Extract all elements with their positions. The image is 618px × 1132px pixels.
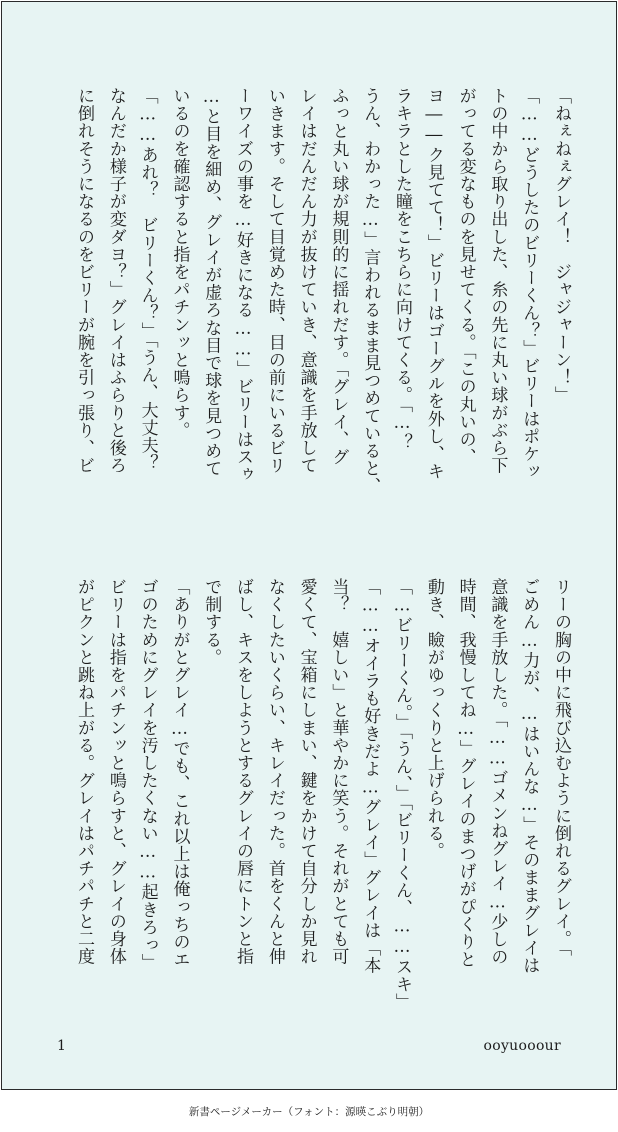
text-column: ごめん…力が、…はいんな…」そのままグレイは (519, 578, 540, 975)
text-column: リーの胸の中に飛び込むように倒れるグレイ。「 (551, 578, 571, 957)
bottom-text-block (67, 578, 576, 1018)
text-column: 「……どうしたのビリーくん？」ビリーはポケッ (519, 87, 540, 481)
text-column: なくしたいくらい、キレイだった。首をくんと伸 (264, 578, 285, 966)
text-column: 動き、瞼がゆっくりと上げられる。 (423, 578, 444, 860)
book-page (1, 1, 617, 1090)
text-column: ゴのためにグレイを汚したくない……起きろっ」 (137, 578, 158, 972)
text-column: 時間、我慢してね…」グレイのまつげがぴくりと (455, 578, 476, 969)
text-column: ふっと丸い球が規則的に揺れだす。「グレイ、グ (328, 87, 349, 466)
page-number: 1 (57, 1038, 66, 1054)
text-column: 当？ 嬉しい」と華やかに笑う。それがとても可 (328, 578, 349, 966)
text-column: 愛くて、宝箱にしまい、鍵をかけて自分しか見れ (296, 578, 317, 966)
text-column: ーワイズの事を…好きになる……」ビリーはスゥ (233, 87, 254, 484)
text-column: …と目を細め、グレイが虚ろな目で球を見つめて (201, 87, 222, 478)
author-name: ooyuooour (483, 1038, 561, 1054)
footer-caption: 新書ページメーカー（フォント：源暎こぶり明朝） (188, 1106, 430, 1118)
top-text-block (67, 87, 576, 527)
text-column: 「ありがとグレイ…でも、これ以上は俺っちのエ (169, 578, 190, 969)
text-column: 「……オイラも好きだよ…グレイ」グレイは「本 (360, 578, 381, 975)
text-column: レイはだんだん力が抜けていき、意識を手放して (296, 87, 317, 475)
text-column: ラキラとした瞳をこちらに向けてくる。「…？ (392, 87, 413, 452)
text-column: 「……あれ？ ビリーくん？」「うん、大丈夫？ (137, 87, 158, 472)
text-column: 意識を手放した。「……ゴメンねグレイ…少しの (487, 578, 508, 966)
text-column: いるのを確認すると指をパチンッと鳴らす。 (169, 87, 190, 439)
text-column: ビリーは指をパチンッと鳴らすと、グレイの身体 (105, 578, 126, 966)
text-column: なんだか様子が変ダヨ？」グレイはふらりと後ろ (105, 87, 126, 475)
text-column: いきます。そして目覚めた時、目の前にいるビリ (264, 87, 285, 475)
text-column: がってる変なものを見せてくる。「この丸いの、 (455, 87, 476, 466)
text-column: ばし、キスをしようとするグレイの唇にトンと指 (233, 578, 254, 966)
text-column: トの中から取り出した、糸の先に丸い球がぶら下 (487, 87, 508, 475)
text-column: で制する。 (201, 578, 222, 666)
text-column: に倒れそうになるのをビリーが腕を引っ張り、ビ (74, 87, 95, 475)
text-column: うん、わかった…」言われるまま見つめていると、 (360, 87, 381, 495)
text-column: 「…ビリーくん。」「うん、」「ビリーくん、……スキ」 (392, 578, 413, 1011)
text-column: 「ねぇねぇグレイ！ ジャジャーン！」 (551, 87, 571, 404)
text-column: がピクンと跳ね上がる。グレイはパチパチと二度 (74, 578, 95, 966)
text-column: ヨ――ク見てて！」ビリーはゴーグルを外し、キ (423, 87, 444, 481)
